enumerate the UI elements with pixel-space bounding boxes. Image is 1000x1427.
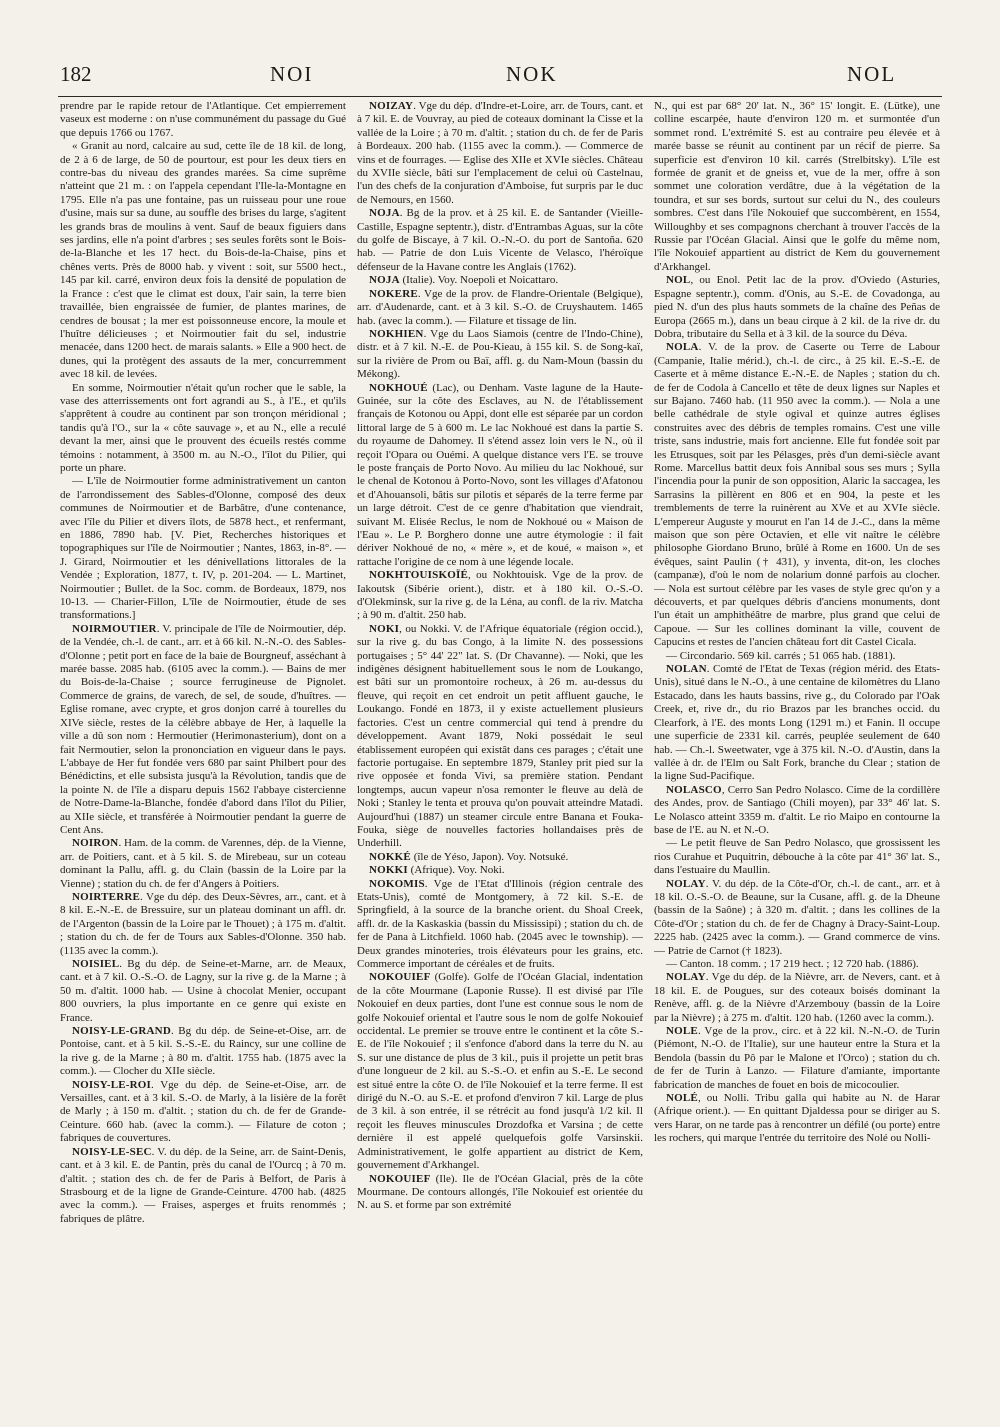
- entry: — Le petit fleuve de San Pedro Nolasco, que grossissent les rios Curahue et Puquitrin, débouche à la côte par 41° 36' lat. S., dans l'estuaire du Maullin.: [654, 837, 940, 877]
- entry: NOLE. Vge de la prov., circ. et à 22 kil. N.-N.-O. de Turin (Piémont, N.-O. de l'Italie), sur une hauteur entre la Stura et la Bendola (bassin du Pô par le Malone et l'Orco) ; station du ch. de fer de Turin à Lanzo. — Filature d'amiante, importante fabrication de manches de fouet en bois de micocoulier.: [654, 1025, 940, 1091]
- entry: NOISY-LE-ROI. Vge du dép. de Seine-et-Oise, arr. de Versailles, cant. et à 3 kil. S.-O. de Marly, à la lisière de la forêt de Marly ; à 150 m. d'altit. ; station du ch. de fer de Grande-Ceinture. 660 hab. (avec la comm.). — Filature de coton ; fabriques de couvertures.: [60, 1078, 346, 1145]
- guide-word-left: NOI: [270, 62, 314, 86]
- entry: NOLAN. Comté de l'Etat de Texas (région mérid. des Etats-Unis), situé dans le N.-O., à une centaine de kilomètres du Llano Estacado, dans les hauts bassins, rive g., du Colorado par l'Oak Creek, et, rive dr., du rio Brazos par les branches occid. du Clearfork, à l'E. des monts Long (1291 m.) et Fanin. Il occupe une superficie de 2331 kil. carrés, peuplée seulement de 640 hab. — Ch.-l. Sweetwater, vge à 375 kil. N.-O. d'Austin, dans la vallée à dr. de l'Elm ou Salt Fork, branche du Clear ; station de la ligne Sud-Pacifique.: [654, 663, 940, 783]
- entry-headword: NOLASCO: [666, 783, 722, 796]
- entry: NOKKÉ (île de Yéso, Japon). Voy. Notsuké.: [369, 850, 569, 863]
- entry: NOISIEL. Bg du dép. de Seine-et-Marne, arr. de Meaux, cant. et à 7 kil. O.-S.-O. de Lagny, sur la rive g. de la Marne ; à 50 m. d'altit. 1000 hab. — Usine à chocolat Menier, occupant 800 ouvriers, la plus importante en ce genre qui existe en France.: [60, 958, 346, 1024]
- entry-headword: NOLAY: [666, 877, 706, 890]
- entry-headword: NOLÉ: [666, 1092, 698, 1105]
- entry: NOKOUIEF (Ile). Ile de l'Océan Glacial, près de la côte Mourmane. De contours allongés, l'île Nokouief est orientée du N. au S. et forme par son extrémité: [357, 1172, 643, 1212]
- paragraph: N., qui est par 68° 20' lat. N., 36° 15' longit. E. (Lütke), une colline escarpée, haute d'environ 120 m. et surmontée d'un sommet rond. L'extrémité S. est au contraire peu élevée et à marée basse se réunit au continent par un récif de pierre. Sa superficie est d'environ 10 kil. carrés (Strelbitsky). L'île est formée de granit et de gneiss et, vue de la mer, offre à son sommet une coloration verdâtre, due à la végétation de la toundra, et sur ses bords, surtout sur celui du N., des couleurs sombres. C'est dans l'île Nokouief que succombèrent, en 1554, Willoughby et ses compagnons cherchant à trouver l'accès de la Russie par l'Océan Glacial. Ainsi que le golfe du même nom, l'île Nokouief appartient au district de Kem du gouvernement d'Arkhangel.: [654, 100, 940, 273]
- entry-headword: NOIRTERRE: [72, 890, 141, 903]
- paragraph: « Granit au nord, calcaire au sud, cette île de 18 kil. de long, de 2 à 6 de large, de 50 de pourtour, est pour les deux tiers en contre-bas du niveau des grandes marées. Sa cime suprême n'atteint que 21 m. : on l'appela cependant l'Ile-la-Montagne en 1795. Elle n'a pas une fontaine, pas un ruisseau pour une roue d'usine, mais sur sa dune, au souffle des brises du large, s'agitent les grands bras de moulins à vent. Sauf de beaux figuiers dans ses jardins, elle n'a point d'arbres ; ses seules forêts sont le Bois-de-la-Blanche et les 17 hect. du Bois-de-la-Chaise, pins et chênes verts. Près de 8000 hab. y vivent : soit, sur 5500 hect., 145 par kil. carré, environ deux fois la densité de population de la France : c'est que le climat est doux, l'air sain, la terre bien travaillée, bien engraissée de fumier, de plantes marines, de cendres de bousat ; la mer est poissonneuse encore, la moule et l'huître délicieuses ; et Noirmoutier fait du sel, industrie menacée, dans 1200 hect. de marais salants. » Elle a 900 hect. de dunes, qui la protègent des assauts de la mer, concurremment avec 18 kil. de levées.: [60, 140, 346, 381]
- entry-headword: NOLE: [666, 1025, 698, 1038]
- entry: NOKHIEN. Vge du Laos Siamois (centre de l'Indo-Chine), distr. et à 7 kil. N.-E. de Pou-Kieau, à 155 kil. S. de Song-kaï, sur la rivière de Prom ou Baï, affl. g. du Nam-Moun (bassin du Mékong).: [357, 327, 643, 381]
- entry: NOLÉ, ou Nolli. Tribu galla qui habite au N. de Harar (Afrique orient.). — En quittant Djaldessa pour se diriger au S. vers Harar, on ne tarde pas à rencontrer un défilé (ou porte) entre les rochers, qui marque l'entrée du territoire des Nolé ou Nolli-: [654, 1092, 940, 1145]
- entry-headword: NOISY-LE-ROI: [72, 1078, 152, 1091]
- paragraph: prendre par le rapide retour de l'Atlantique. Cet empierrement vaseux est moderne : on n'use communément du passage du Gué que depuis 1766 ou 1767.: [60, 100, 346, 139]
- entry: — Circondario. 569 kil. carrés ; 51 065 hab. (1881).: [666, 649, 896, 662]
- entry: NOIRTERRE. Vge du dép. des Deux-Sèvres, arr., cant. et à 8 kil. E.-N.-E. de Bressuire, sur un plateau dominant un affl. dr. de l'Argenton (bassin de la Loire par le Thouet) ; à 175 m. d'altit. ; station du ch. de fer de Tours aux Sables-d'Olonne. 350 hab. (1135 avec la comm.).: [60, 890, 346, 957]
- entry-headword: NOIZAY: [369, 100, 414, 112]
- entry: NOKKI (Afrique). Voy. Noki.: [369, 864, 505, 877]
- entry: NOKERE. Vge de la prov. de Flandre-Orientale (Belgique), arr. d'Audenarde, cant. et à 3 kil. S.-O. de Cruyshautem. 1465 hab. (avec la comm.). — Filature et tissage de lin.: [357, 287, 643, 327]
- entry-headword: NOLAN: [666, 663, 707, 676]
- entry-headword: NOKOMIS: [369, 877, 425, 890]
- text-column-1: [60, 100, 346, 1412]
- entry: NOLA. V. de la prov. de Caserte ou Terre de Labour (Campanie, Italie mérid.), ch.-l. de circ., à 25 kil. E.-S.-E. de Caserte et à même distance E.-N.-E. de Naples ; station du ch. de fer de Codola à Cancello et tête de deux lignes sur Naples et sur Bajano. 7460 hab. (11 950 avec la comm.). — Nola a une belle cathédrale de style ogival et quinze autres églises construites avec des débris de temples romains. C'est une ville triste, sans industrie, mais fort ancienne. Elle fut fondée soit par les Etrusques, soit par les Pélasges, près d'un demi-siècle avant Rome. Marcellus battit deux fois Annibal sous ses murs ; Sylla l'incendia pour la punir de son opposition, Alaric la saccagea, les Sarrasins la pillèrent en 806 et en 904, la peste et les tremblements de terre la ruinèrent au XVe et au XVIe siècle. L'empereur Auguste y mourut en l'an 14 de J.-C., dans la même maison que son père Octavien, et elle vit naître le célèbre philosophe Giordano Bruno, brûlé à Rome en 1600. Un de ses évêques, saint Paulin († 431), y inventa, dit-on, les cloches (campanæ), d'où le nom de nolarium donné parfois au clocher. — Nola est surtout célèbre par les vases de style grec qu'on y a découverts, et par quelques débris d'anciens monuments, dont l'un était un amphithéâtre de marbre, plus grand que celui de Capoue. — Sur les collines dominant la ville, couvent de Capucins et restes de l'ancien château fort dit Castel Cicala.: [654, 341, 940, 649]
- entry: NOLASCO, Cerro San Pedro Nolasco. Cime de la cordillère des Andes, prov. de Santiago (Chili moyen), par 33° 46' lat. S. Le Nolasco atteint 3359 m. d'altit. Le rio Maipo en contourne la base de l'E. au N. et N.-O.: [654, 783, 940, 836]
- paragraph: En somme, Noirmoutier n'était qu'un rocher que le sable, la vase des atterrissements ont fort agrandi au S., à l'E., et qu'ils s'apprêtent à coudre au continent par son tronçon méridional ; tandis qu'à l'O., sur la « côte sauvage », et au N., elle a reculé devant la mer, ainsi que le prouvent des écueils restés comme témoins : notamment, à 3500 m. au N.-O., l'îlot du Pilier, qui porte un phare.: [60, 381, 346, 474]
- entry: NOIRMOUTIER. V. principale de l'île de Noirmoutier, dép. de la Vendée, ch.-l. de cant., arr. et à 66 kil. N.-N.-O. des Sables-d'Olonne ; petit port en face de la baie de Bourgneuf, asséchant à marée basse. 2085 hab. (6105 avec la comm.). — Bains de mer du Bois-de-la-Chaise ; source ferrugineuse de Pignolet. Commerce de grains, de varech, de sel, de soude, d'huîtres. — Eglise romane, avec crypte, et gros donjon carré à tourelles du XIVe siècle, restes de la célèbre abbaye de Her, à laquelle la ville a dû son nom : Hermoutier (Herimonasterium), dont on a fait Nermoutier, selon la prononciation en vigueur dans le pays. L'abbaye de Her fut fondée vers 680 par saint Philbert pour des Bénédictins, et elle subsista jusqu'à la Révolution, tandis que de la pointe N. de l'île a disparu depuis 1562 l'abbaye cistercienne de Notre-Dame-la-Blanche, fondée d'abord dans l'îlot du Pilier, au XIIe siècle, et transférée à Noirmoutier pendant la guerre de Cent Ans.: [60, 622, 346, 836]
- entry: NOLAY. V. du dép. de la Côte-d'Or, ch.-l. de cant., arr. et à 18 kil. O.-S.-O. de Beaune, sur la Cusane, affl. g. de la Dheune (bassin de la Saône) ; à 320 m. d'altit. ; dans les collines de la Côte-d'Or ; station du ch. de fer de Chagny à Dracy-Saint-Loup. 2225 hab. (2425 avec la comm.). — Grand commerce de vins. — Patrie de Carnot († 1823).: [654, 877, 940, 957]
- page-number: 182: [60, 62, 92, 86]
- entry: NOISY-LE-SEC. V. du dép. de la Seine, arr. de Saint-Denis, cant. et à 3 kil. E. de Pantin, près du canal de l'Ourcq ; à 70 m. d'altit. ; station des ch. de fer de Paris à Belfort, de Paris à Strasbourg et de la ligne de Grande-Ceinture. 4700 hab. (4825 avec la comm.). — Fraises, asperges et fruits renommés ; fabriques de plâtre.: [60, 1145, 346, 1225]
- entry-headword: NOLA: [666, 341, 699, 354]
- entry-headword: NOKKI: [369, 864, 408, 877]
- entry: NOJA. Bg de la prov. et à 25 kil. E. de Santander (Vieille-Castille, Espagne septentr.), distr. d'Entrambas Aguas, sur la côte du golfe de Biscaye, à 7 kil. O.-N.-O. du port de Santoña. 620 hab. — Patrie de don Luis Vicente de Velasco, l'héroïque défenseur de la Havane contre les Anglais (1762).: [357, 207, 643, 273]
- entry-headword: NOKHTOUISKOÏÉ: [369, 569, 468, 582]
- entry-headword: NOJA: [369, 207, 400, 220]
- guide-word-right: NOL: [847, 62, 897, 86]
- entry: NOKI, ou Nokki. V. de l'Afrique équatoriale (région occid.), sur la rive g. du bas Congo, à la limite N. des possessions portugaises ; 5° 44' 22" lat. S. (Dr Chavanne). — Noki, que les indigènes désignent habituellement sous le nom de Loukango, est bâti sur un promontoire rocheux, à 26 m. au-dessus du fleuve, qui reçoit en cet endroit un petit affluent gauche, le Loukango. Fondé en 1873, il y existe actuellement plusieurs factories. C'est un centre commercial qui tend à prendre du développement. Avant 1879, Noki possédait le seul établissement européen qui existât dans ces parages ; c'était une factorie portugaise. En septembre 1879, Stanley prit pied sur la rive opposée et fonda Vivi, sa première station. Pendant longtemps, aucun vapeur n'osa remonter le fleuve au delà de Noki ; Stanley le tenta et prouva qu'on pouvait atteindre Matadi. Aujourd'hui (1887) un steamer circule entre Banana et Fouka-Fouka, siège de nouvelles factories hollandaises près de Underhill.: [357, 622, 643, 850]
- entry-headword: NOISY-LE-SEC: [72, 1145, 152, 1158]
- entry: NOLAY. Vge du dép. de la Nièvre, arr. de Nevers, cant. et à 18 kil. E. de Pougues, sur des coteaux boisés dominant la Renève, affl. g. de la Nièvre d'Arzembouy (bassin de la Loire par la Nièvre) ; à 275 m. d'altit. 120 hab. (1260 avec la comm.).: [654, 971, 940, 1024]
- entry: NOIRON. Ham. de la comm. de Varennes, dép. de la Vienne, arr. de Poitiers, cant. et à 5 kil. S. de Mirebeau, sur un coteau dominant la Pallu, affl. g. du Clain (bassin de la Loire par la Vienne) ; station du ch. de fer d'Angers à Poitiers.: [60, 837, 346, 890]
- entry-headword: NOKKÉ: [369, 850, 411, 863]
- entry-headword: NOJA: [369, 274, 400, 287]
- entry-headword: NOIRMOUTIER: [72, 622, 157, 635]
- entry: NOL, ou Enol. Petit lac de la prov. d'Oviedo (Asturies, Espagne septentr.), comm. d'Onis, au S.-E. de Covadonga, au pied N. d'un des plus hauts sommets de la chaîne des Peñas de Europa (2665 m.), dans un beau cirque à 2 kil. de la rive dr. du Dobra, tributaire du Sella et à 3 kil. de la source du Déva.: [654, 274, 940, 340]
- entry-headword: NOKI: [369, 622, 400, 635]
- entry-headword: NOKHOUÉ: [369, 381, 428, 394]
- entry-headword: NOISY-LE-GRAND: [72, 1025, 171, 1038]
- entry: — Canton. 18 comm. ; 17 219 hect. ; 12 720 hab. (1886).: [666, 958, 919, 970]
- entry: NOJA (Italie). Voy. Noepoli et Noicattaro.: [369, 274, 559, 287]
- entry: NOKHTOUISKOÏÉ, ou Nokhtouisk. Vge de la prov. de Iakoutsk (Sibérie orient.), distr. et à 180 kil. O.-S.-O. d'Olekminsk, sur la rive g. de la Léna, au confl. de la riv. Matcha ; à 90 m. d'altit. 250 hab.: [357, 569, 643, 622]
- entry-headword: NOIRON: [72, 837, 119, 850]
- paragraph: — L'île de Noirmoutier forme administrativement un canton de l'arrondissement des Sables-d'Olonne, composé des deux communes de Noirmoutier et de Barbâtre, d'une contenance, avec l'île du Pilier et divers îlots, de 5878 hect., et renfermant, en 1886, 7890 hab. [V. Piet, Recherches historiques et topographiques sur l'île de Noirmoutier ; Nantes, 1863, in-8°. — J. Girard, Noirmoutier et les dénivellations littorales de la Vendée ; Exploration, 1877, t. IV, p. 201-204. — L. Martinet, Noirmoutier ; Bullet. de la Soc. comm. de Bordeaux, 1879, nos 10-13. — Charier-Fillon, L'île de Noirmoutier, étude de ses transformations.]: [60, 475, 346, 622]
- entry: NOKOUIEF (Golfe). Golfe de l'Océan Glacial, indentation de la côte Mourmane (Laponie Russe). Il est divisé par l'île Nokouief en deux parties, dont l'une est connue sous le nom de golfe Nokouief oriental et l'autre sous le nom de golfe Nokouief occidental. Le premier se trouve entre le continent et la côte S.-E. de l'île Nokouief ; il s'enfonce d'abord dans la terre du N. au S. sur une distance de plus de 3 kil., puis il projette un petit bras d'une longueur de 2 kil. au S.-S.-O. et enfin au S.-E. Le second est situé entre la côte O. de l'île Nokouief et la terre ferme. Il est dirigé du N.-O. au S.-E. et profond d'environ 7 kil. Large de plus de 3 kil. à son entrée, il se rétrécit au fond jusqu'à 1/2 kil. Il reçoit les fleuves minuscules Drozdofka et Varsina ; de cette dernière il est appelé quelquefois golfe Varsinskii. Administrativement, le golfe appartient au district de Kem, gouvernement d'Arkhangel.: [357, 971, 643, 1172]
- entry-headword: NOL: [666, 274, 691, 287]
- entry: NOIZAY. Vge du dép. d'Indre-et-Loire, arr. de Tours, cant. et à 7 kil. E. de Vouvray, au pied de coteaux dominant la Cisse et la vallée de la Loire ; à 70 m. d'altit. ; station du ch. de fer de Paris à Bordeaux. 200 hab. (1155 avec la comm.). — Commerce de vins et de fourrages. — Eglise des XIIe et XVIe siècles. Château du XVIIe siècle, bâti sur l'emplacement de celui où Castelnau, l'un des chefs de la conjuration d'Amboise, fut surpris par le duc de Nemours, en 1560.: [357, 100, 643, 206]
- entry-headword: NOKOUIEF: [369, 1172, 431, 1185]
- entry-headword: NOKOUIEF: [369, 971, 431, 984]
- entry: NOKOMIS. Vge de l'Etat d'Illinois (région centrale des Etats-Unis), comté de Montgomery, à 72 kil. S.-E. de Springfield, à la source de la branche orient. du Shoal Creek, affl. dr. de la Kaskaskia (bassin du Mississipi) ; station du ch. de fer de Pana à Litchfield. 1060 hab. (2045 avec le township). — Deux grandes minoteries, trois élévateurs pour les grains, etc. Commerce important de céréales et de fruits.: [357, 877, 643, 970]
- entry: NOISY-LE-GRAND. Bg du dép. de Seine-et-Oise, arr. de Pontoise, cant. et à 5 kil. S.-S.-E. du Raincy, sur une colline de la rive g. de la Marne ; à 80 m. d'altit. 1755 hab. (1875 avec la comm.). — Clocher du XIIe siècle.: [60, 1025, 346, 1078]
- entry-headword: NOLAY: [666, 971, 706, 984]
- entry-headword: NOKERE: [369, 287, 418, 300]
- entry-headword: NOISIEL: [72, 958, 120, 970]
- text-column-2: [357, 100, 643, 1412]
- guide-word-center: NOK: [506, 62, 558, 86]
- entry: NOKHOUÉ (Lac), ou Denham. Vaste lagune de la Haute-Guinée, sur la côte des Esclaves, au N. de l'établissement français de Kotonou ou Appi, dont elle est séparée par un cordon littoral large de 5 à 600 m. Le lac Nokhoué est dans la partie S. du royaume de Dahomey. Il s'étend assez loin vers le N., où il reçoit l'Opara ou Ouémi. A quelque distance vers l'E. se trouve le poste français de Porto Novo. Au milieu du lac Nokhoué, sur le chenal de Kotonou à Porto-Novo, sont les villages d'Afatonou et d'Ahouansoli, bâtis sur pilotis et séparés de la terre ferme par un large détroit. C'est de ce genre d'habitation que viendrait, suivant M. Elisée Reclus, le nom de Nokhoué ou « Maison de l'Eau ». Le P. Borghero donne une autre étymologie : il fait dériver Nokhoué de no, « mère », et de koué, « maison », et rattache l'origine de ce nom à une légende locale.: [357, 381, 643, 568]
- entry-headword: NOKHIEN: [369, 327, 424, 340]
- text-column-3: [654, 100, 940, 1412]
- page-header: [58, 56, 942, 97]
